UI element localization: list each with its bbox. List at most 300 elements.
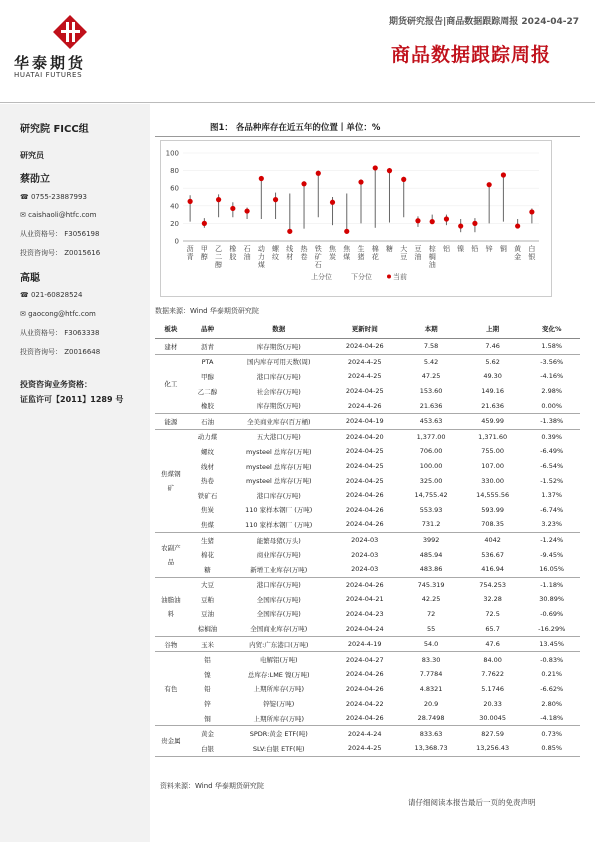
data-cell: 港口库存(万吨)	[256, 491, 301, 500]
x-tick-label: 铁矿石	[314, 245, 322, 269]
current-point	[259, 176, 264, 181]
current-point	[444, 216, 449, 221]
x-tick-label: 大豆	[400, 245, 408, 261]
previous-cell: 13,256.43	[462, 741, 524, 756]
figure-source: 数据来源：Wind 华泰期货研究院	[155, 307, 259, 315]
change-cell: -1.38%	[523, 413, 580, 429]
x-tick-label: 糖	[385, 245, 393, 253]
previous-cell: 21.636	[462, 398, 524, 413]
table-row	[155, 577, 580, 592]
email-row[interactable]: ✉ gaocong@htfc.com	[20, 310, 96, 318]
change-cell: -0.69%	[540, 609, 564, 618]
y-tick-label: 80	[170, 167, 179, 176]
current-cell: 745.319	[417, 580, 445, 589]
previous-cell: 1,371.60	[478, 432, 508, 441]
x-tick-label: 焦炭	[329, 245, 337, 261]
table-row	[155, 652, 580, 667]
commodity-cell: 豆油	[201, 610, 215, 619]
qualification-label: 投资咨询业务资格：	[20, 380, 92, 389]
current-cell: 4.8321	[419, 684, 443, 693]
commodity-cell: 棕榈油	[187, 621, 229, 636]
table-row	[155, 547, 580, 562]
disclaimer-note: 请仔细阅读本报告最后一页的免责声明	[408, 798, 536, 807]
data-cell: 内贸:广东港口(万吨)	[228, 636, 329, 652]
current-cell: 21.636	[400, 398, 462, 413]
current-cell: 100.00	[419, 462, 443, 471]
change-cell: 0.73%	[541, 729, 563, 738]
current-point	[401, 177, 406, 182]
table-row	[155, 592, 580, 607]
current-point	[515, 223, 520, 228]
current-cell: 153.60	[419, 387, 443, 396]
table-row	[155, 473, 580, 488]
current-cell: 55	[400, 621, 462, 636]
data-cell: 总库存:LME 镍(万吨)	[247, 670, 310, 679]
data-cell: 上期所库存(万吨)	[228, 711, 329, 726]
x-tick-label: 沥青	[186, 245, 194, 261]
x-tick-label: 棕榈油	[428, 245, 436, 269]
commodity-cell: 铝	[204, 656, 211, 665]
previous-cell: 30.0045	[462, 711, 524, 726]
x-tick-label: 白银	[528, 245, 536, 261]
y-tick-label: 40	[170, 202, 179, 211]
phone-icon: ☎	[20, 291, 31, 299]
change-cell: 3.23%	[523, 517, 580, 532]
current-cell: 20.9	[423, 699, 439, 708]
commodity-cell: 黄金	[201, 730, 215, 739]
x-tick-label: 焦煤	[343, 245, 351, 261]
figure-title: 图1： 各品种库存在近五年的位置丨单位：%	[210, 123, 381, 133]
date-cell: 2024-04-20	[345, 432, 384, 441]
department: 研究院 FICC组	[20, 124, 89, 135]
current-cell: 83.30	[421, 655, 441, 664]
qualification-license: 证监许可【2011】1289 号	[20, 395, 124, 404]
commodity-cell: 糖	[187, 562, 229, 577]
x-tick-label: 铝	[442, 245, 450, 253]
previous-cell: 107.00	[481, 462, 504, 471]
table-row	[155, 741, 580, 756]
change-cell: -16.29%	[523, 621, 580, 636]
phone-row: ☎ 0755-23887993	[20, 193, 87, 201]
data-cell: 库存期货(万吨)	[228, 398, 329, 413]
previous-cell: 827.59	[481, 729, 504, 738]
col-commodity: 品种	[187, 318, 229, 339]
commodity-cell: 甲醇	[201, 372, 215, 381]
table-source: 资料来源：Wind 华泰期货研究院	[160, 782, 264, 790]
current-cell: 13,368.73	[400, 741, 462, 756]
table-row	[155, 726, 580, 741]
table-row	[155, 532, 580, 547]
x-tick-label: 乙二醇	[215, 245, 223, 269]
current-point	[387, 168, 392, 173]
commodity-cell: 橡胶	[187, 398, 229, 413]
previous-cell: 708.35	[462, 517, 524, 532]
change-cell: -1.18%	[540, 580, 564, 589]
table-row	[155, 413, 580, 429]
change-cell: 30.89%	[539, 595, 565, 604]
data-cell: mysteel 总库存(万吨)	[245, 447, 312, 456]
data-cell: 全国库存(万吨)	[256, 595, 301, 604]
commodity-cell: 镍	[204, 670, 211, 679]
table-row	[155, 444, 580, 459]
col-current: 本期	[400, 318, 462, 339]
change-cell: 0.85%	[523, 741, 580, 756]
current-point	[358, 179, 363, 184]
previous-cell: 7.7622	[481, 670, 504, 679]
data-cell: 社会库存(万吨)	[256, 387, 301, 396]
current-point	[373, 165, 378, 170]
current-cell: 47.25	[421, 372, 441, 381]
table-row	[155, 667, 580, 682]
company-name-en: HUATAI FUTURES	[14, 71, 83, 79]
email-icon: ✉	[20, 211, 29, 219]
commodity-cell: 铅	[204, 685, 211, 694]
data-cell: 电解铝(万吨)	[259, 656, 298, 665]
advisory-number: 投资咨询号： Z0016648	[20, 348, 101, 356]
researchers-label: 研究员	[20, 151, 44, 160]
current-cell: 485.94	[419, 550, 443, 559]
current-cell: 706.00	[419, 447, 443, 456]
x-tick-label: 甲醇	[200, 245, 208, 261]
sector-cell: 谷物	[155, 636, 187, 652]
change-cell: -4.18%	[523, 711, 580, 726]
current-cell: 14,755.42	[414, 491, 448, 500]
data-cell: 能繁母猪(万头)	[256, 536, 301, 545]
change-cell: 1.58%	[523, 339, 580, 355]
sector-cell: 农副产品	[155, 532, 187, 577]
date-cell: 2024-4-26	[329, 398, 400, 413]
current-point	[287, 229, 292, 234]
date-cell: 2024-03	[351, 536, 379, 545]
commodity-cell: 铁矿石	[197, 491, 218, 500]
report-title: 商品数据跟踪周报	[390, 44, 551, 66]
col-change: 变化%	[523, 318, 580, 339]
data-cell: 全美商业库存(百万桶)	[228, 413, 329, 429]
date-cell: 2024-04-26	[329, 339, 400, 355]
previous-cell: 149.16	[481, 387, 504, 396]
current-cell: 1,377.00	[416, 432, 446, 441]
sidebar	[0, 104, 150, 842]
analyst-name: 高聪	[20, 273, 40, 284]
sector-cell: 建材	[155, 339, 187, 355]
table-row	[155, 621, 580, 636]
date-cell: 2024-04-25	[345, 387, 384, 396]
date-cell: 2024-04-24	[329, 621, 400, 636]
license-number: 从业资格号： F3056198	[20, 230, 100, 238]
huatai-logo-icon	[30, 14, 100, 54]
data-cell: 110 家样本钢厂 (万吨)	[228, 517, 329, 532]
table-row	[155, 607, 580, 622]
x-tick-label: 石油	[243, 245, 251, 261]
previous-cell: 593.99	[481, 505, 504, 514]
change-cell: 1.37%	[541, 491, 563, 500]
table-row	[155, 369, 580, 384]
current-point	[430, 219, 435, 224]
change-cell: 16.05%	[523, 562, 580, 577]
table-row	[155, 429, 580, 444]
commodity-cell: 生猪	[201, 536, 215, 545]
date-cell: 2024-04-27	[345, 655, 384, 664]
data-cell: mysteel 总库存(万吨)	[245, 477, 312, 486]
sector-cell: 焦煤钢矿	[155, 429, 187, 532]
current-point	[487, 182, 492, 187]
x-tick-label: 动力煤	[257, 245, 265, 269]
current-cell: 7.7784	[419, 670, 443, 679]
x-tick-label: 线材	[286, 245, 294, 261]
figure-title-divider	[155, 136, 580, 137]
email-icon: ✉	[20, 310, 29, 318]
current-point	[230, 206, 235, 211]
email-row[interactable]: ✉ caishaoli@htfc.com	[20, 211, 97, 219]
previous-cell: 459.99	[462, 413, 524, 429]
data-cell: 国内库存可用天数(周)	[246, 358, 311, 367]
commodity-cell: 大豆	[201, 581, 215, 590]
date-cell: 2024-04-26	[345, 505, 384, 514]
change-cell: 2.80%	[541, 699, 563, 708]
sector-cell: 能源	[155, 413, 187, 429]
inventory-table	[155, 318, 580, 757]
table-row	[155, 696, 580, 711]
current-point	[316, 171, 321, 176]
date-cell: 2024-04-26	[329, 711, 400, 726]
previous-cell: 65.7	[462, 621, 524, 636]
data-cell: 库存期货(万吨)	[228, 339, 329, 355]
table-row	[155, 562, 580, 577]
current-point	[273, 197, 278, 202]
col-previous: 上期	[462, 318, 524, 339]
previous-cell: 32.28	[483, 595, 502, 604]
data-cell: 商业库存(万吨)	[256, 551, 301, 560]
current-point	[344, 229, 349, 234]
date-cell: 2024-04-19	[329, 413, 400, 429]
commodity-cell: PTA	[201, 357, 214, 366]
current-cell: 833.63	[419, 729, 443, 738]
current-point	[458, 223, 463, 228]
previous-cell: 5.62	[485, 357, 500, 366]
current-cell: 3992	[422, 536, 440, 545]
legend-upper: 上分位	[311, 273, 332, 281]
data-cell: 港口库存(万吨)	[256, 581, 301, 590]
date-cell: 2024-04-22	[345, 699, 384, 708]
report-header	[0, 0, 595, 100]
change-cell: -0.83%	[540, 655, 564, 664]
commodity-cell: 乙二醇	[197, 387, 218, 396]
sector-cell: 有色	[155, 652, 187, 726]
data-cell: 港口库存(万吨)	[256, 372, 301, 381]
change-cell: 0.21%	[541, 670, 563, 679]
commodity-cell: 石油	[187, 413, 229, 429]
change-cell: -4.16%	[540, 372, 564, 381]
current-point	[415, 218, 420, 223]
commodity-cell: 热卷	[201, 477, 215, 486]
date-cell: 2024-4-25	[347, 357, 382, 366]
sector-cell: 化工	[155, 354, 187, 413]
current-point	[501, 172, 506, 177]
y-tick-label: 20	[170, 219, 179, 228]
change-cell: -6.54%	[540, 462, 564, 471]
x-tick-label: 锌	[485, 245, 493, 253]
date-cell: 2024-04-25	[345, 447, 384, 456]
inventory-position-chart	[161, 141, 551, 296]
commodity-cell: 焦煤	[187, 517, 229, 532]
data-cell: 锌锭(万吨)	[263, 700, 295, 709]
data-cell: 110 家样本钢厂 (万吨)	[245, 506, 313, 515]
change-cell: -9.45%	[540, 550, 564, 559]
advisory-number: 投资咨询号： Z0015616	[20, 249, 101, 257]
current-cell: 453.63	[400, 413, 462, 429]
chart-frame	[160, 140, 552, 297]
current-point	[301, 181, 306, 186]
report-series: 期货研究报告|商品数据跟踪周报 2024-04-27	[389, 17, 579, 27]
phone-row: ☎ 021-60828524	[20, 291, 83, 299]
change-cell: -6.62%	[540, 684, 564, 693]
change-cell: -6.74%	[540, 505, 564, 514]
x-tick-label: 铅	[471, 245, 479, 253]
y-tick-label: 60	[170, 184, 179, 193]
previous-cell: 72.5	[485, 609, 500, 618]
previous-cell: 47.6	[462, 636, 524, 652]
date-cell: 2024-04-26	[345, 491, 384, 500]
current-cell: 483.86	[400, 562, 462, 577]
current-point	[330, 200, 335, 205]
date-cell: 2024-04-26	[345, 684, 384, 693]
change-cell: -6.49%	[540, 447, 564, 456]
legend-marker	[387, 275, 391, 279]
sector-cell: 油脂油料	[155, 577, 187, 636]
current-cell: 553.93	[419, 505, 443, 514]
table-row	[155, 354, 580, 369]
commodity-cell: 白银	[187, 741, 229, 756]
current-cell: 28.7498	[400, 711, 462, 726]
table-row	[155, 398, 580, 413]
commodity-cell: 线材	[201, 462, 215, 471]
date-cell: 2024-04-25	[345, 476, 384, 485]
previous-cell: 20.33	[483, 699, 502, 708]
data-cell: mysteel 总库存(万吨)	[245, 462, 312, 471]
previous-cell: 755.00	[481, 447, 504, 456]
previous-cell: 536.67	[481, 550, 504, 559]
previous-cell: 4042	[484, 536, 501, 545]
table-row	[155, 636, 580, 652]
change-cell: 13.45%	[523, 636, 580, 652]
header-divider	[0, 102, 595, 103]
previous-cell: 7.46	[462, 339, 524, 355]
change-cell: 0.39%	[541, 432, 563, 441]
date-cell: 2024-4-25	[347, 372, 382, 381]
date-cell: 2024-04-26	[345, 670, 384, 679]
x-tick-label: 橡胶	[229, 245, 237, 261]
company-name-cn: 华泰期货	[14, 54, 87, 72]
current-point	[472, 221, 477, 226]
col-sector: 板块	[155, 318, 187, 339]
legend-current: 当前	[393, 273, 407, 281]
table-row	[155, 503, 580, 518]
current-cell: 72	[426, 609, 436, 618]
current-point	[188, 199, 193, 204]
date-cell: 2024-04-25	[345, 462, 384, 471]
previous-cell: 416.94	[462, 562, 524, 577]
date-cell: 2024-03	[351, 550, 379, 559]
data-cell: SPDR:黄金 ETF(吨)	[249, 730, 308, 739]
x-tick-label: 棉花	[371, 245, 379, 261]
legend-lower: 下分位	[351, 273, 372, 281]
previous-cell: 5.1746	[481, 684, 504, 693]
table-row	[155, 339, 580, 355]
table-header-row	[155, 318, 580, 339]
table-row	[155, 459, 580, 474]
date-cell: 2024-04-26	[345, 580, 384, 589]
sector-cell: 贵金属	[155, 726, 187, 756]
table-row	[155, 682, 580, 697]
change-cell: -3.56%	[540, 357, 564, 366]
current-point	[216, 197, 221, 202]
data-cell: 全国商业库存(万吨)	[228, 621, 329, 636]
x-tick-label: 豆油	[414, 245, 422, 261]
y-tick-label: 0	[174, 237, 179, 246]
analyst-name: 蔡劭立	[20, 174, 50, 185]
license-number: 从业资格号： F3063338	[20, 329, 100, 337]
phone-icon: ☎	[20, 193, 31, 201]
commodity-cell: 沥青	[187, 339, 229, 355]
col-update-time: 更新时间	[329, 318, 400, 339]
change-cell: 2.98%	[541, 387, 563, 396]
current-cell: 54.0	[400, 636, 462, 652]
x-tick-label: 镍	[457, 245, 465, 253]
x-tick-label: 生猪	[357, 245, 365, 261]
current-cell: 325.00	[419, 476, 443, 485]
y-tick-label: 100	[165, 149, 179, 158]
table-row	[155, 711, 580, 726]
table-row	[155, 517, 580, 532]
previous-cell: 330.00	[481, 476, 504, 485]
table-row	[155, 384, 580, 399]
previous-cell: 84.00	[483, 655, 502, 664]
commodity-cell: 铜	[187, 711, 229, 726]
col-data: 数据	[228, 318, 329, 339]
commodity-cell: 焦炭	[201, 506, 215, 515]
commodity-cell: 豆粕	[201, 595, 215, 604]
date-cell: 2024-03	[329, 562, 400, 577]
current-point	[202, 221, 207, 226]
commodity-cell: 动力煤	[197, 433, 218, 442]
date-cell: 2024-4-24	[347, 729, 382, 738]
x-tick-label: 铜	[499, 245, 507, 253]
change-cell: -1.24%	[540, 536, 564, 545]
current-point	[529, 209, 534, 214]
previous-cell: 49.30	[483, 372, 502, 381]
data-cell: 上期所库存(万吨)	[253, 685, 305, 694]
current-cell: 42.25	[421, 595, 441, 604]
commodity-cell: 锌	[204, 700, 211, 709]
data-cell: SLV:白银 ETF(吨)	[228, 741, 329, 756]
current-cell: 7.58	[400, 339, 462, 355]
x-tick-label: 螺纹	[272, 245, 280, 261]
current-cell: 731.2	[400, 517, 462, 532]
previous-cell: 754.253	[479, 580, 507, 589]
current-cell: 5.42	[423, 357, 439, 366]
data-cell: 全国库存(万吨)	[256, 610, 301, 619]
date-cell: 2024-04-23	[345, 609, 384, 618]
current-point	[244, 208, 249, 213]
commodity-cell: 螺纹	[201, 447, 215, 456]
date-cell: 2024-04-21	[345, 595, 384, 604]
previous-cell: 14,555.56	[476, 491, 510, 500]
commodity-cell: 棉花	[201, 551, 215, 560]
commodity-cell: 玉米	[187, 636, 229, 652]
date-cell: 2024-4-19	[329, 636, 400, 652]
table-row	[155, 488, 580, 503]
change-cell: -1.52%	[540, 476, 564, 485]
